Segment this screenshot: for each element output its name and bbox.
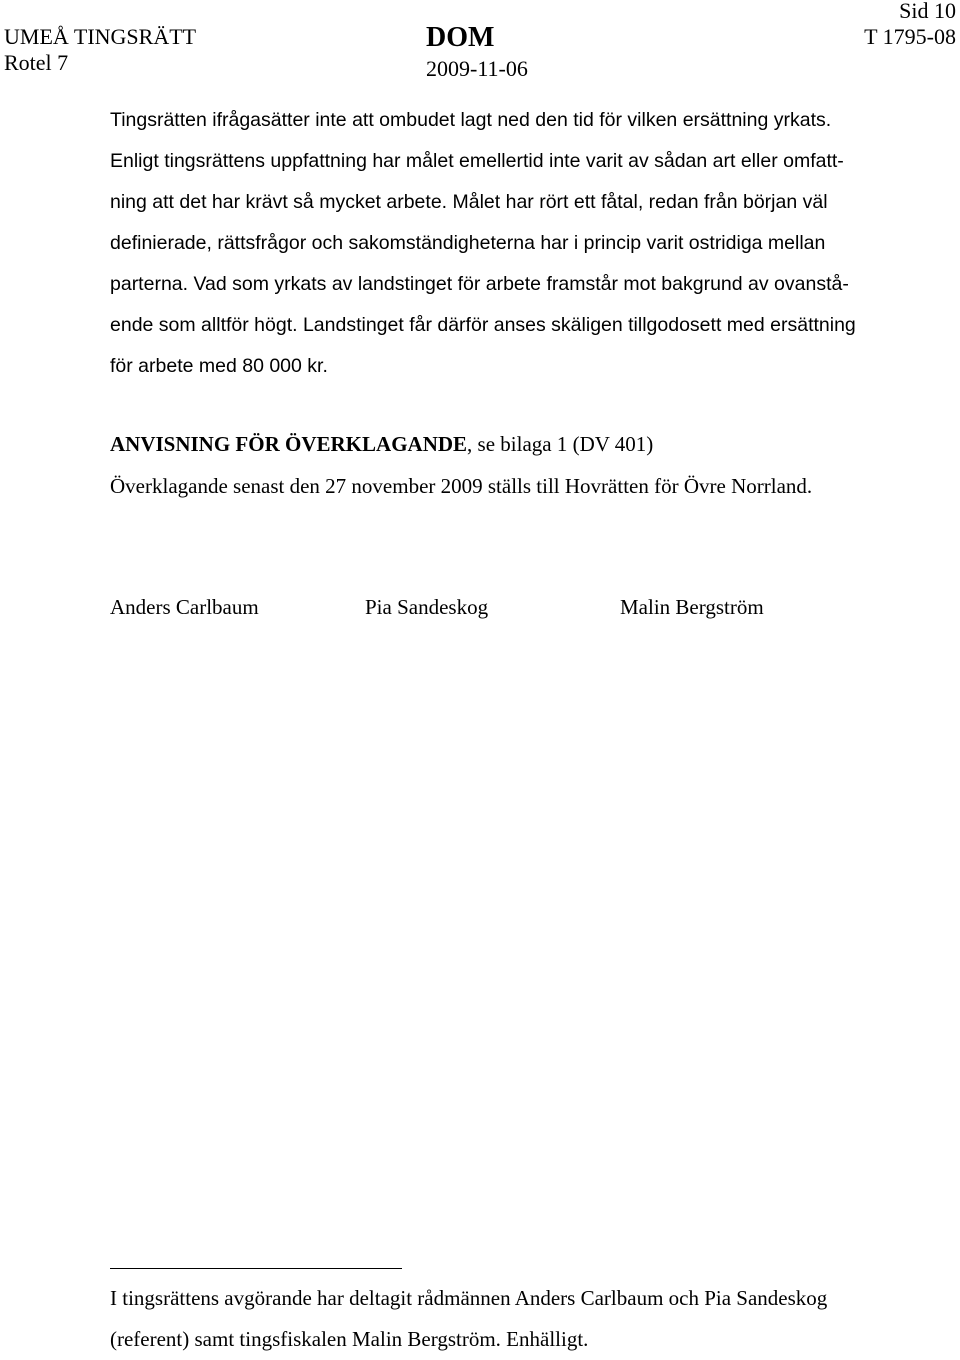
footnote-divider xyxy=(110,1268,402,1269)
signature-name: Malin Bergström xyxy=(620,595,764,619)
paragraph-line: definierade, rättsfrågor och sakomständigheterna har i princip varit ostridiga mellan xyxy=(110,232,826,254)
footnote xyxy=(110,1278,827,1360)
signature-name: Anders Carlbaum xyxy=(110,595,259,619)
appeal-deadline: Överklagande senast den 27 november 2009 ställs till Hovrätten för Övre Norrland. xyxy=(110,474,813,498)
paragraph-line: ende som alltför högt. Landstinget får därför anses skäligen tillgodosett med ersättning xyxy=(110,314,856,336)
footnote-line: (referent) samt tingsfiskalen Malin Bergström. Enhälligt. xyxy=(110,1327,589,1351)
paragraph-line: ning att det har krävt så mycket arbete. Målet har rört ett fåtal, redan från början väl xyxy=(110,191,828,213)
document-type: DOM xyxy=(426,22,495,53)
paragraph-line: Tingsrätten ifrågasätter inte att ombudet lagt ned den tid för vilken ersättning yrkats. xyxy=(110,109,832,131)
signature-name: Pia Sandeskog xyxy=(365,595,489,619)
case-number: T 1795-08 xyxy=(864,24,956,49)
page-number: Sid 10 xyxy=(899,0,956,23)
paragraph-line: parterna. Vad som yrkats av landstinget för arbete framstår mot bakgrund av ovanstå- xyxy=(110,273,849,295)
paragraph-line: för arbete med 80 000 kr. xyxy=(110,355,328,377)
paragraph-line: Enligt tingsrättens uppfattning har målet emellertid inte varit av sådan art eller omfatt- xyxy=(110,150,844,172)
court-division: Rotel 7 xyxy=(4,50,69,75)
appeal-heading xyxy=(110,424,653,465)
appeal-heading-bold: ANVISNING FÖR ÖVERKLAGANDE xyxy=(110,432,468,456)
court-name: UMEÅ TINGSRÄTT xyxy=(4,24,197,49)
reasoning-paragraph xyxy=(110,100,940,387)
signature-block xyxy=(110,587,870,628)
appeal-heading-rest: , se bilaga 1 (DV 401) xyxy=(467,432,654,456)
document-date: 2009-11-06 xyxy=(426,56,528,81)
footnote-line: I tingsrättens avgörande har deltagit rådmännen Anders Carlbaum och Pia Sandeskog xyxy=(110,1286,828,1310)
